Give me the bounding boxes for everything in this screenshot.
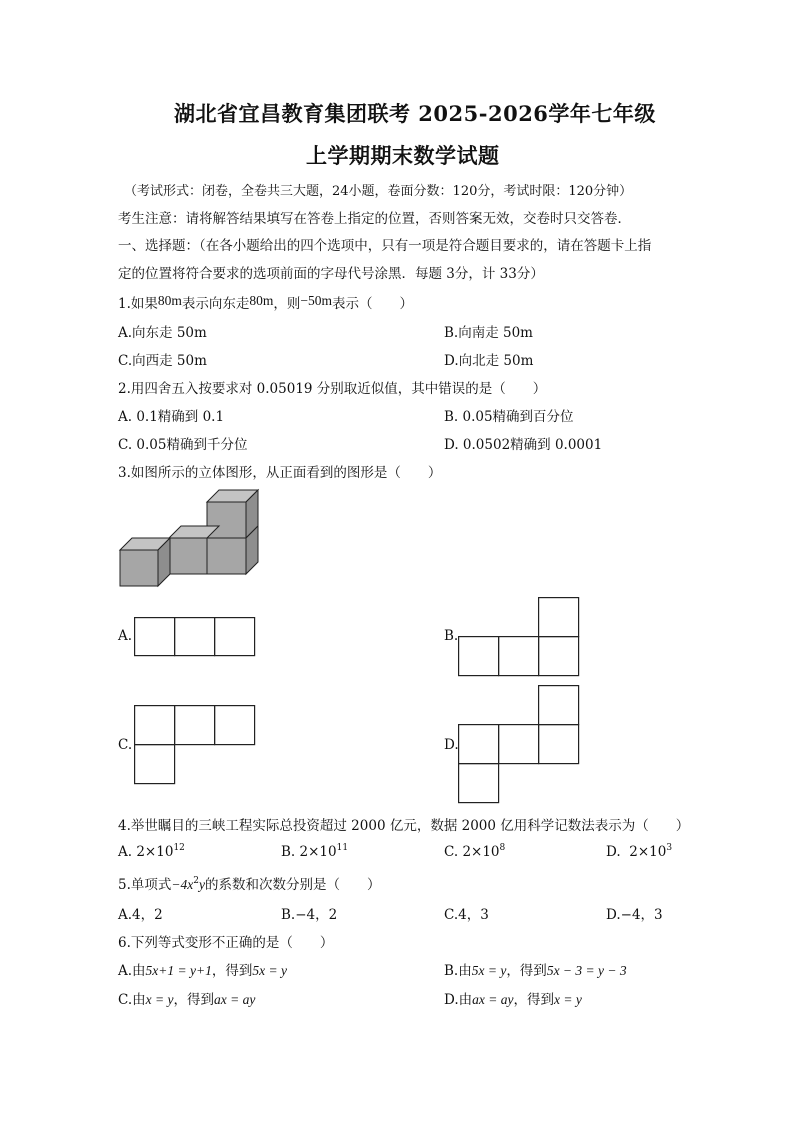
q5-expr-b: y bbox=[198, 877, 205, 892]
q4-d-label: D. bbox=[606, 844, 621, 860]
q1-prefix: 1.如果 bbox=[118, 296, 158, 312]
q6-c-expr-2: ax = ay bbox=[213, 992, 256, 1007]
q1-value-3: −50m bbox=[300, 293, 333, 308]
q1-mid-2: ，则 bbox=[273, 296, 301, 312]
q3-option-a-figure bbox=[134, 617, 256, 657]
q1-value-1: 80m bbox=[157, 293, 182, 308]
q6-c-mid: ，得到 bbox=[173, 992, 214, 1008]
question-1-stem bbox=[118, 292, 413, 312]
q1-option-c: C.向西走 50m bbox=[118, 353, 207, 369]
q4-option-c bbox=[444, 843, 505, 860]
q4-a-base: 2×10 bbox=[136, 844, 174, 860]
q3-option-d-label: D. bbox=[444, 737, 459, 753]
q6-a-prefix: A.由 bbox=[118, 963, 146, 979]
q6-b-expr-2: 5x − 3 = y − 3 bbox=[546, 963, 627, 978]
question-4-stem: 4.举世瞩目的三峡工程实际总投资超过 2000 亿元，数据 2000 亿用科学记数法表示为（ ） bbox=[118, 818, 690, 834]
q6-d-mid: ，得到 bbox=[513, 992, 554, 1008]
question-3-stem: 3.如图所示的立体图形，从正面看到的图形是（ ） bbox=[118, 465, 442, 481]
q4-option-a bbox=[118, 843, 185, 860]
q6-a-expr-2: 5x = y bbox=[252, 963, 287, 978]
q1-value-2: 80m bbox=[249, 293, 274, 308]
q4-c-base: 2×10 bbox=[462, 844, 500, 860]
q6-a-mid: ，得到 bbox=[211, 963, 253, 979]
section-1-instructions-line-2: 定的位置将符合要求的选项前面的字母代号涂黑．每题 3分，计 33分） bbox=[118, 266, 544, 282]
q2-option-a: A. 0.1精确到 0.1 bbox=[118, 409, 225, 425]
q3-option-c-label: C. bbox=[118, 737, 133, 753]
q1-mid-1: 表示向东走 bbox=[181, 296, 250, 312]
cube-figure bbox=[118, 484, 268, 594]
q6-d-expr-2: x = y bbox=[553, 992, 582, 1007]
q2-option-b: B. 0.05精确到百分位 bbox=[444, 409, 574, 425]
q1-option-a: A.向东走 50m bbox=[118, 325, 207, 341]
q6-option-d bbox=[444, 988, 582, 1008]
q4-a-exp: 12 bbox=[173, 843, 185, 853]
q5-expr-a: −4x bbox=[171, 877, 194, 892]
q3-option-d-figure bbox=[458, 685, 580, 805]
q5-option-c: C.4，3 bbox=[444, 907, 489, 923]
q3-option-b-label: B. bbox=[444, 628, 459, 644]
q6-b-expr-1: 5x = y bbox=[471, 963, 507, 978]
q4-c-label: C. bbox=[444, 844, 459, 860]
q5-prefix: 5.单项式 bbox=[118, 877, 172, 893]
q4-b-exp: 11 bbox=[336, 843, 349, 853]
q1-option-d: D.向北走 50m bbox=[444, 353, 534, 369]
section-1-instructions-line-1: 一、选择题：（在各小题给出的四个选项中，只有一项是符合题目要求的，请在答题卡上指 bbox=[118, 238, 652, 254]
q6-a-expr-1: 5x+1 = y+1 bbox=[145, 963, 212, 978]
q6-d-expr-1: ax = ay bbox=[472, 992, 514, 1007]
q6-b-prefix: B.由 bbox=[444, 963, 472, 979]
q1-option-b: B.向南走 50m bbox=[444, 325, 533, 341]
q6-option-b bbox=[444, 959, 627, 979]
q6-option-a bbox=[118, 959, 287, 979]
notice: 考生注意：请将解答结果填写在答卷上指定的位置，否则答案无效，交卷时只交答卷． bbox=[118, 211, 631, 227]
q5-suffix: 的系数和次数分别是（ ） bbox=[204, 877, 381, 893]
q4-a-label: A. bbox=[118, 844, 133, 860]
q4-option-d bbox=[606, 843, 672, 860]
q5-option-b: B.−4，2 bbox=[281, 907, 338, 923]
q6-d-prefix: D.由 bbox=[444, 992, 473, 1008]
q3-option-c-figure bbox=[134, 705, 256, 785]
q6-c-prefix: C.由 bbox=[118, 992, 146, 1008]
q5-expr-exp: 2 bbox=[193, 876, 199, 886]
q4-b-label: B. bbox=[281, 844, 296, 860]
question-2-stem: 2.用四舍五入按要求对 0.05019 分别取近似值，其中错误的是（ ） bbox=[118, 381, 547, 397]
question-5-stem bbox=[118, 873, 380, 893]
q3-option-b-figure bbox=[458, 597, 580, 677]
question-6-stem: 6.下列等式变形不正确的是（ ） bbox=[118, 935, 334, 951]
exam-info: （考试形式：闭卷，全卷共三大题，24小题，卷面分数：120分，考试时限：120分钟） bbox=[124, 184, 633, 199]
q4-d-base: 2×10 bbox=[629, 844, 667, 860]
q4-c-exp: 8 bbox=[499, 843, 506, 853]
q1-suffix: 表示（ ） bbox=[332, 296, 414, 312]
q2-option-c: C. 0.05精确到千分位 bbox=[118, 437, 248, 453]
q4-d-exp: 3 bbox=[666, 843, 673, 853]
q2-option-d: D. 0.0502精确到 0.0001 bbox=[444, 437, 603, 453]
q3-option-a-label: A. bbox=[118, 628, 133, 644]
title-line-1: 湖北省宜昌教育集团联考 2025-2026学年七年级 bbox=[174, 101, 656, 126]
q6-c-expr-1: x = y bbox=[145, 992, 174, 1007]
q6-option-c bbox=[118, 988, 255, 1008]
q4-option-b bbox=[281, 843, 348, 860]
title-line-2: 上学期期末数学试题 bbox=[306, 143, 500, 168]
q6-b-mid: ，得到 bbox=[506, 963, 547, 979]
q5-option-d: D.−4，3 bbox=[606, 907, 663, 923]
q5-option-a: A.4，2 bbox=[118, 907, 163, 923]
q4-b-base: 2×10 bbox=[299, 844, 337, 860]
